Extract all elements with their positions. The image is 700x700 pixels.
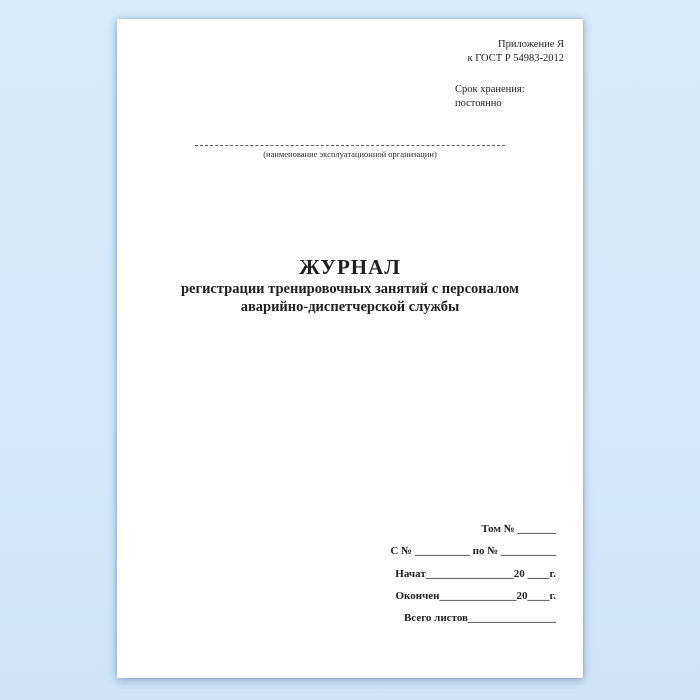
field-volume-number: Том № _______ (481, 523, 556, 535)
journal-title: ЖУРНАЛ (299, 255, 401, 279)
appendix-note (468, 38, 565, 65)
journal-subtitle-line2: аварийно-диспетчерской службы (240, 299, 460, 315)
appendix-line2: к ГОСТ Р 54983-2012 (467, 52, 564, 64)
volume-fields-block (390, 518, 556, 629)
title-block (117, 255, 583, 316)
organization-name-blank-line (195, 137, 505, 146)
field-number-range: С № __________ по № __________ (390, 545, 556, 558)
journal-cover-page (117, 19, 583, 678)
appendix-line1: Приложение Я (498, 39, 564, 50)
field-started-date: Начат________________20 ____г. (395, 567, 556, 580)
storage-label: Срок хранения: (455, 84, 525, 95)
field-total-sheets: Всего листов________________ (403, 612, 556, 625)
storage-period-note (455, 83, 525, 110)
organization-name-caption: (наименование эксплуатационной организации) (263, 149, 437, 159)
field-finished-date: Окончен______________20____г. (395, 589, 556, 602)
storage-value: постоянно (455, 97, 502, 109)
journal-subtitle-line1: регистрации тренировочных занятий с персоналом (180, 281, 520, 297)
